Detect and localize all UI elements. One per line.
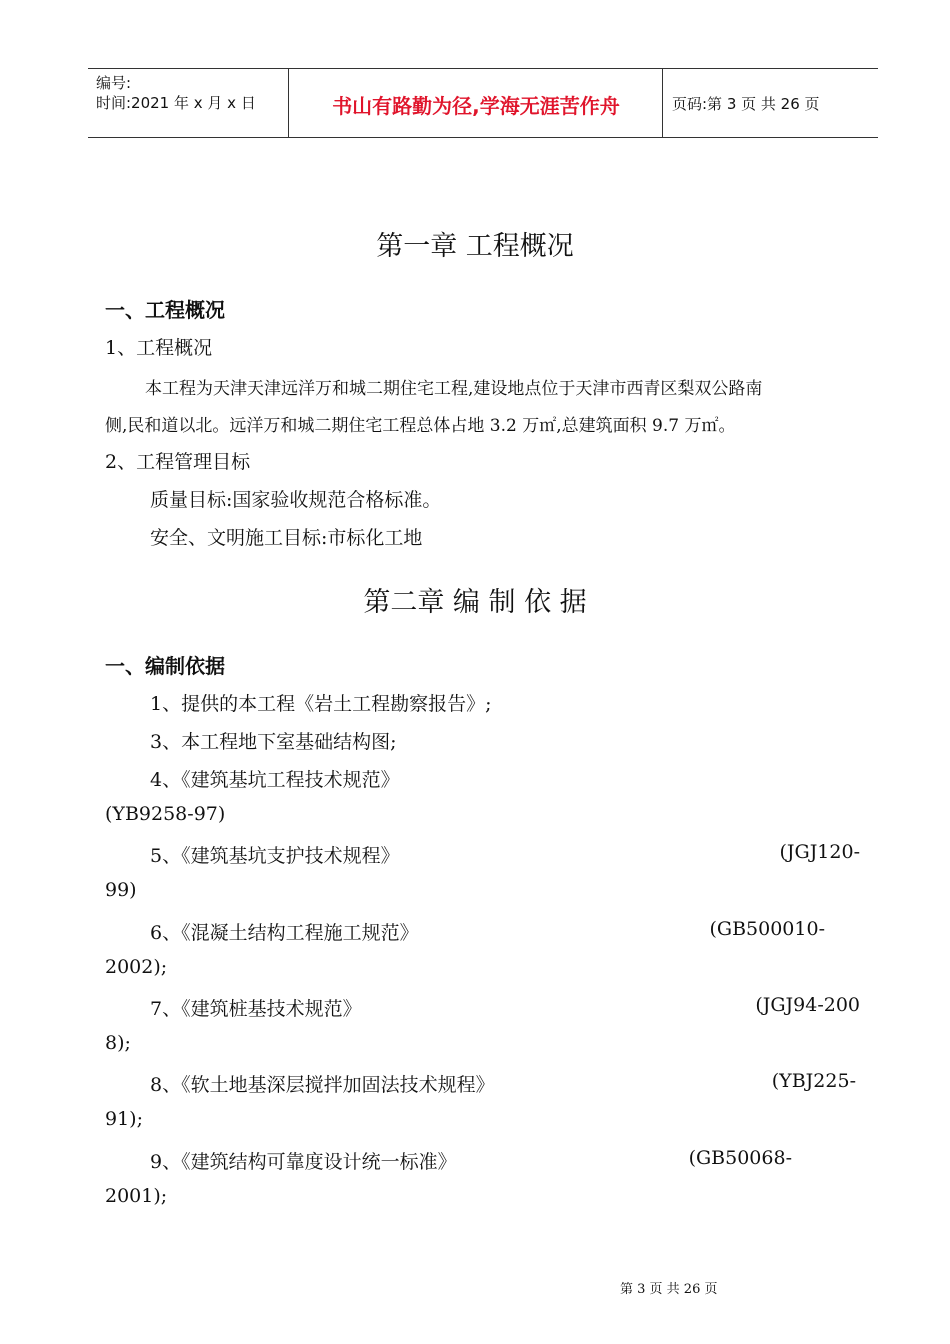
subsection-heading: 2、工程管理目标 bbox=[105, 451, 251, 473]
reference-code: 2002); bbox=[105, 956, 168, 978]
header-page-number: 页码:第 3 页 共 26 页 bbox=[672, 95, 820, 113]
document-header bbox=[88, 68, 878, 138]
reference-item: 7、《建筑桩基技术规范》 bbox=[150, 998, 362, 1020]
header-motto: 书山有路勤为径,学海无涯苦作舟 bbox=[332, 94, 620, 118]
section-heading: 一、工程概况 bbox=[105, 298, 225, 322]
reference-code: 91); bbox=[105, 1108, 143, 1130]
reference-code: 2001); bbox=[105, 1185, 168, 1207]
paragraph-line: 本工程为天津天津远洋万和城二期住宅工程,建设地点位于天津市西青区梨双公路南 bbox=[145, 379, 763, 399]
page-footer: 第 3 页 共 26 页 bbox=[620, 1282, 718, 1297]
safety-goal: 安全、文明施工目标:市标化工地 bbox=[150, 527, 423, 549]
reference-code: (GB50068- bbox=[688, 1147, 792, 1169]
reference-item: 4、《建筑基坑工程技术规范》 bbox=[150, 769, 400, 791]
header-divider bbox=[662, 69, 663, 137]
document-number-label: 编号: bbox=[96, 74, 132, 92]
document-time-label: 时间:2021 年 x 月 x 日 bbox=[96, 94, 256, 112]
subsection-heading: 1、工程概况 bbox=[105, 337, 213, 359]
reference-item: 3、本工程地下室基础结构图; bbox=[150, 731, 397, 753]
reference-code: (YB9258-97) bbox=[105, 803, 226, 825]
reference-code: 99) bbox=[105, 879, 137, 901]
quality-goal: 质量目标:国家验收规范合格标准。 bbox=[150, 489, 442, 511]
reference-code: (JGJ120- bbox=[779, 841, 860, 863]
reference-item: 5、《建筑基坑支护技术规程》 bbox=[150, 845, 400, 867]
reference-code: 8); bbox=[105, 1032, 131, 1054]
reference-item: 6、《混凝土结构工程施工规范》 bbox=[150, 922, 419, 944]
reference-item: 8、《软土地基深层搅拌加固法技术规程》 bbox=[150, 1074, 495, 1096]
reference-item: 9、《建筑结构可靠度设计统一标准》 bbox=[150, 1151, 457, 1173]
header-meta bbox=[96, 73, 286, 113]
reference-code: (YBJ225- bbox=[771, 1070, 856, 1092]
paragraph-line: 侧,民和道以北。远洋万和城二期住宅工程总体占地 3.2 万㎡,总建筑面积 9.7 万㎡。 bbox=[105, 416, 736, 436]
chapter-2-title: 第二章 编 制 依 据 bbox=[363, 587, 587, 618]
reference-code: (JGJ94-200 bbox=[755, 994, 860, 1016]
reference-item: 1、提供的本工程《岩土工程勘察报告》; bbox=[150, 693, 492, 715]
header-divider bbox=[288, 69, 289, 137]
reference-code: (GB500010- bbox=[709, 918, 825, 940]
section-heading: 一、编制依据 bbox=[105, 654, 225, 678]
chapter-1-title: 第一章 工程概况 bbox=[376, 231, 574, 262]
